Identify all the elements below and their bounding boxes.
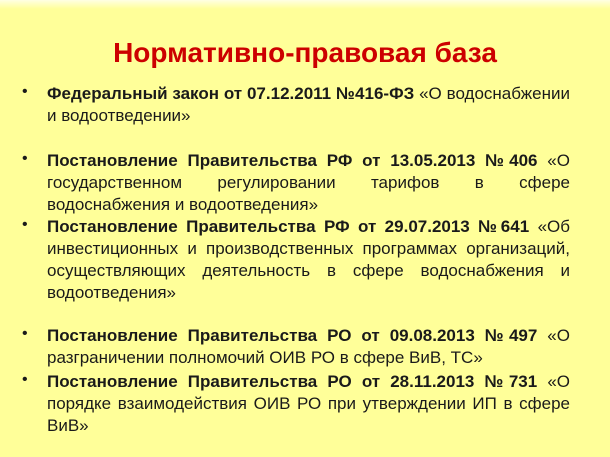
bullet-bold-text: Постановление Правительства РФ от 13.05.2013 №406 [47, 151, 538, 170]
bullet-list [0, 83, 610, 437]
bullet-bold-text: Постановление Правительства РО от 09.08.2013 №497 [47, 326, 538, 345]
bullet-item [22, 83, 570, 127]
bullet-item [22, 150, 570, 216]
bullet-marker: • [22, 150, 28, 167]
bullet-bold-text: Федеральный закон от 07.12.2011 №416-ФЗ [47, 84, 415, 103]
bullet-marker: • [22, 371, 28, 388]
bullet-marker: • [22, 325, 28, 342]
bullet-item [22, 216, 570, 304]
bullet-marker: • [22, 83, 28, 100]
bullet-regular-text: «О государственном регулировании тарифов в сфере водоснабжения и водоотведения» [47, 151, 570, 214]
bullet-item [22, 371, 570, 437]
bullet-regular-text: «Об инвестиционных и производственных программах организаций, осуществляющих деятельность в сфере водоснабжения и водоотведения» [47, 217, 570, 302]
bullet-bold-text: Постановление Правительства РО от 28.11.2013 №731 [47, 372, 538, 391]
bullet-bold-text: Постановление Правительства РФ от 29.07.2013 №641 [47, 217, 530, 236]
bullet-regular-text: «О разграничении полномочий ОИВ РО в сфере ВиВ, ТС» [47, 326, 570, 367]
bullet-regular-text: «О порядке взаимодействия ОИВ РО при утверждении ИП в сфере ВиВ» [47, 372, 570, 435]
slide-title: Нормативно-правовая база [113, 37, 497, 68]
bullet-item [22, 325, 570, 369]
bullet-marker: • [22, 216, 28, 233]
bullet-regular-text: «О водоснабжении и водоотведении» [47, 84, 570, 125]
